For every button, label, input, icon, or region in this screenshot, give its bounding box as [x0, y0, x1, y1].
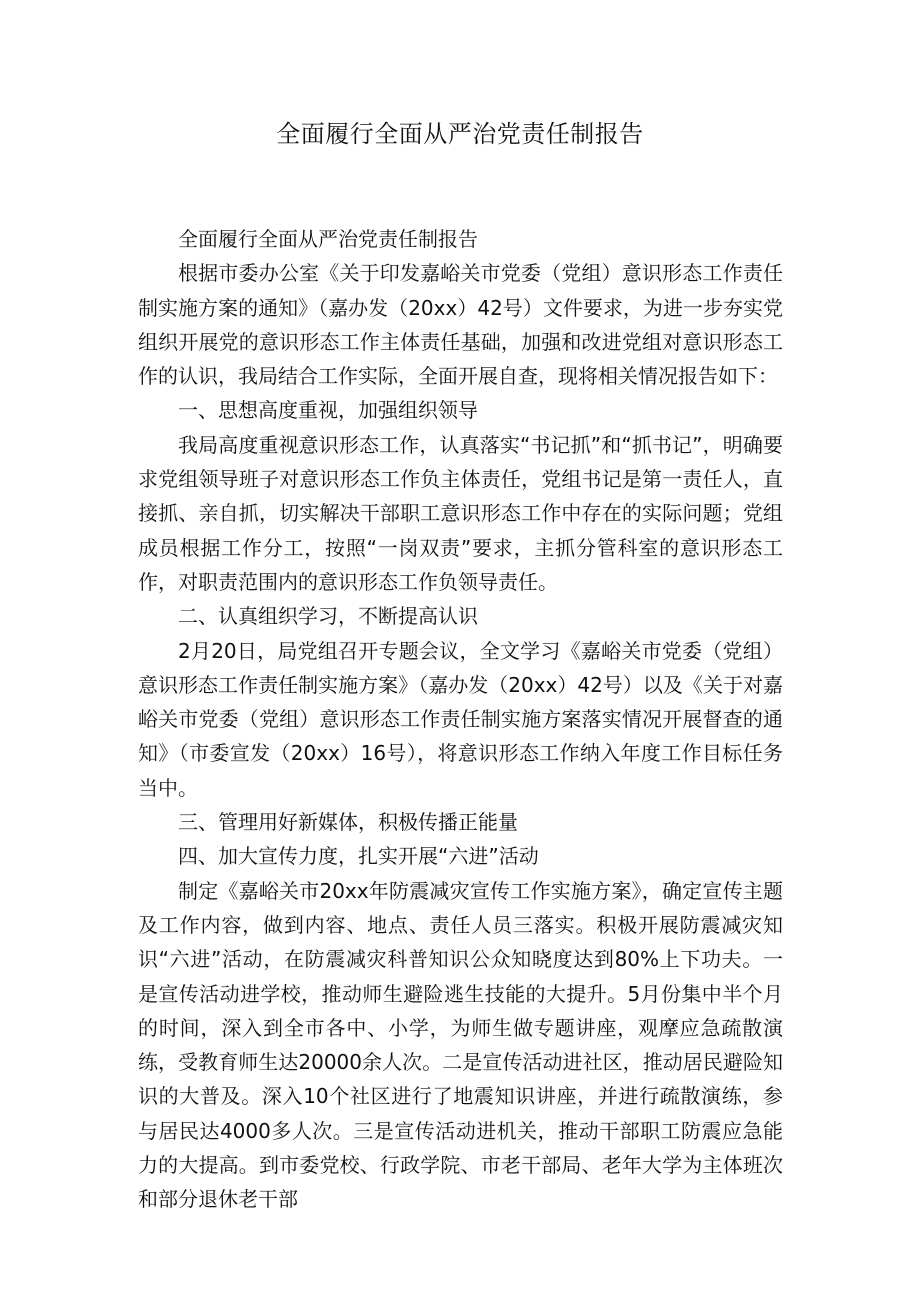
section-heading-2: 二、认真组织学习，不断提高认识 — [178, 604, 478, 629]
paragraph-section-1: 我局高度重视意识形态工作，认真落实“书记抓”和“抓书记”，明确要求党组领导班子对意识形态工作负主体责任，党组书记是第一责任人，直接抓、亲自抓，切实解决干部职工意识形态工作中存在的实际问题；党组成员根据工作分工，按照“一岗双责”要求，主抓分管科室的意识形态工作，对职责范围内的意识形态工作负领导责任。 — [138, 432, 783, 594]
paragraph-section-2: 2月20日，局党组召开专题会议，全文学习《嘉峪关市党委（党组）意识形态工作责任制实施方案》（嘉办发（20xx）42号）以及《关于对嘉峪关市党委（党组）意识形态工作责任制实施方案落实情况开展督查的通知》（市委宣发（20xx）16号），将意识形态工作纳入年度工作目标任务当中。 — [138, 638, 783, 800]
section-heading-4: 四、加大宣传力度，扎实开展“六进”活动 — [178, 844, 539, 869]
document-title: 全面履行全面从严治党责任制报告 — [276, 120, 644, 148]
paragraph-intro: 根据市委办公室《关于印发嘉峪关市党委（党组）意识形态工作责任制实施方案的通知》（嘉办发（20xx）42号）文件要求，为进一步夯实党组织开展党的意识形态工作主体责任基础，加强和改进党组对意识形态工作的认识，我局结合工作实际，全面开展自查，现将相关情况报告如下： — [138, 261, 783, 389]
section-heading-1: 一、思想高度重视，加强组织领导 — [178, 398, 478, 423]
document-body — [138, 222, 783, 1217]
paragraph-section-4: 制定《嘉峪关市20xx年防震减灾宣传工作实施方案》，确定宣传主题及工作内容，做到内容、地点、责任人员三落实。积极开展防震减灾知识“六进”活动，在防震减灾科普知识公众知晓度达到80%上下功夫。一是宣传活动进学校，推动师生避险逃生技能的大提升。5月份集中半个月的时间，深入到全市各中、小学，为师生做专题讲座，观摩应急疏散演练，受教育师生达20000余人次。二是宣传活动进社区，推动居民避险知识的大普及。深入10个社区进行了地震知识讲座，并进行疏散演练，参与居民达4000多人次。三是宣传活动进机关，推动干部职工防震应急能力的大提高。到市委党校、行政学院、市老干部局、老年大学为主体班次和部分退休老干部 — [138, 878, 783, 1212]
body-title: 全面履行全面从严治党责任制报告 — [178, 227, 478, 251]
section-heading-3: 三、管理用好新媒体，积极传播正能量 — [178, 810, 518, 835]
